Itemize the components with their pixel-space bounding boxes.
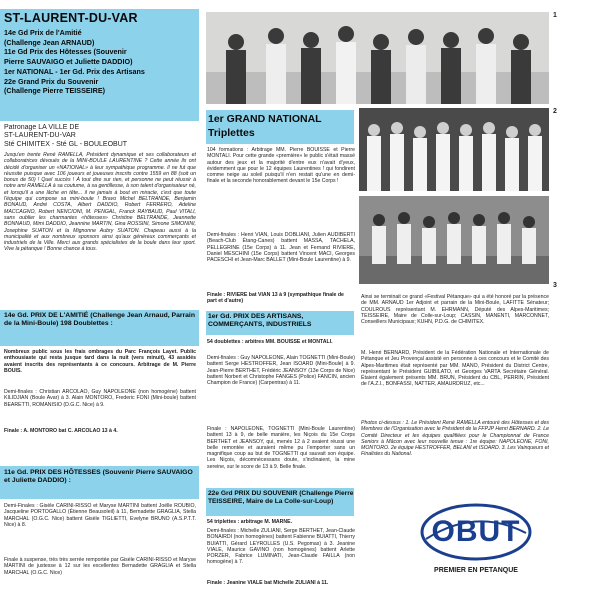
header-line: (Challenge Jean ARNAUD) xyxy=(4,37,95,47)
photo-caption: Photos ci-dessus : 1. Le Président René RAMELLA entouré des Hôtesses et des Membres de l'Organisation avec le Président de la FFPJP Henri BERNARD. 2. Le Comité Directeur et les équipes qualifiées pour le Championnat de France Seniors à Mâcon avec leur nouvelle tenue : 1re équipe: NAPOLEONE, FONI, MONTORO. 2e équipe HESTROFFER, BELANI et ISOARD. 3. Les Vainqueurs et Finalistes du National. xyxy=(361,420,549,458)
national-demi: Demi-finales : Henri VIAN, Louis DOBLIANI, Julien AUDIBERTI (Beach-Club Étang-Canes) battent MASSA, TACHELA, PELLEGRINE (15e Corps) à 11. Jean et Fernand RIVIERE, Daniel MESCHINI (15e Corps) battent Vincent MACI, Georges PACESCHI et Jean-Marc BALLET (Mini-Boule Laurentine) à 9. xyxy=(207,232,355,264)
group-photo-3-image xyxy=(359,196,549,284)
header-line: 22e Grand Prix du Souvenir xyxy=(4,76,99,86)
souvenir-demi: Demi-finales : Michelle ZULIANI, Serge BERTHET, Jean-Claude BONAIRDI (non homogènes) battent Fabienne BUIATTI, Thierry BUIATTI, Gérard LEYROLLES (U.S. Pegomas) à 3. Jeanine VIALE, Maurice GAVINO (non homogènes) battent Arlette PORZER, Fabrice LUMINATI, Jean-Claude FAILLA (non homogène) à 7. xyxy=(207,528,355,566)
header-line: 1er NATIONAL - 1er Gd. Prix des Artisans xyxy=(4,66,145,76)
section-title-amitie xyxy=(0,310,199,346)
patronage-line: Patronage LA VILLE DE xyxy=(4,124,80,131)
artisans-sub: 54 doublettes : arbitres MM. BOUISSE et MONTALI. xyxy=(207,339,333,345)
national-title-1: 1er GRAND NATIONAL xyxy=(208,113,322,125)
artisans-finale: Finale : NAPOLEONE, TOGNETTI (Mini-Boule Laurentine) battent 13 à 9, de belle manière, les Niçois du 15e Corps BERTHET et JEANSOY, qui, menés 12 à 2 avaient réussi une belle remontée et auraient même pu l'emporter sans un magnifique coup au but de TOGNETTI qui sauvait son équipe. Les Niçois, décomnécessans doute, s'inclinaient, la mine sereine, sur le score de 13 à 9. Belle finale. xyxy=(207,426,355,470)
section-title-hotesses xyxy=(0,466,199,499)
patronage-line: ST-LAURENT-DU-VAR xyxy=(4,132,76,140)
section-title-text: 14e Gd. PRIX DE L'AMITIÉ (Challenge Jean Arnaud, Parrain de la Mini-Boule) 198 Doublettes : xyxy=(4,312,195,328)
section-title-national xyxy=(206,110,354,144)
obut-brand: OBUT xyxy=(431,515,521,548)
photo-number: 3 xyxy=(553,282,557,289)
photo-2 xyxy=(359,108,549,191)
photo-1 xyxy=(206,12,549,104)
group-photo-1-image xyxy=(206,12,549,104)
souvenir-title-text: 22e Grd PRIX DU SOUVENIR (Challenge Pierre TEISSEIRE, Maire de La Colle-sur-Loup) xyxy=(208,490,354,505)
hotesses-finale: Finale à suspense, très très serrée remportée par Gisèle CARINI-RISSO et Maryse MARTINI de justesse à 12 sur les excellentes Bernadette GRAGLIA et Stella MARCHAL (O.G.C. Nice) xyxy=(4,557,196,576)
header-line: 14e Gd Prix de l'Amitié xyxy=(4,28,82,37)
national-finale: Finale : RIVIERE bat VIAN 13 à 9 (sympathique finale de part et d'autre) xyxy=(207,292,344,305)
national-title-2: Triplettes xyxy=(208,127,255,139)
souvenir-sub: 54 triplettes : arbitrage M. MARNE. xyxy=(207,519,293,525)
section-title-text: 11e Gd. PRIX DES HÔTESSES (Souvenir Pierre SAUVAIGO et Juliette DADDIO) : xyxy=(4,469,193,485)
header-box xyxy=(0,9,199,121)
amitie-finale: Finale : A. MONTORO bat C. ARCOLAO 13 à 4. xyxy=(4,428,118,434)
artisans-title-text: 1er Gd. PRIX DES ARTISANS, COMMERÇANTS, INDUSTRIELS xyxy=(208,313,312,329)
right-paragraph-2: M. Henri BERNARD, Président de la Fédération Nationale et Internationale de Pétanque et Jeu Provençal assisté en personne à ces concours et le Comité des Alpes-Maritimes était représenté par MM. MANO, Président du District Centre, représentant le Président GUIBILATO, et Georges VARTA Secrétaire Général. Étaient également présents MM. BRUN, Président du CBL, PERRIN, Président de l'A.Z.I., BONFASSI, NATTER, AMAURDRUZ, etc... xyxy=(361,350,549,388)
section-title-souvenir xyxy=(206,488,354,516)
photo-3 xyxy=(359,196,549,284)
national-body: 104 formations : Arbitrage MM. Pierre BOUISSE et Pierre MONTALI. Pour cette grande «première» le public s'était massé autour des jeux et la majorité d'entre eux n'avait d'yeux, évidemment que pour le 12 équipes Laurentines ! qui fondirent comme neige au soleil puisqu'il n'en restait qu'une en demi-finale et la seconde honorablement devant le 15e Corps ! xyxy=(207,147,355,185)
intro-text: Jusqu'en trente René RAMELLA, Président dynamique et ses collaborateurs et collaboratrices dévoués de la MINI-BOULE LAURENTINE ? Cette année ils ont décidé d'organiser un «NATIONAL» à leur sympathique programme. Il ne fut que réussite puisque avec 106 joueurs et joueuses inscrits contre 1559 en 88 (soit un bonus de 50) ! Quel succès ! À tout dire sur rien, et personne ne peut réussir à notre ami RAMELLA à sa coutume, à sa gentillesse, à son talent d'organisateur né, et lorsqu'il a une lâche en tête... il ne jamais à bout en miracle, c'est que toute l'équipe qui compose sa mini-boule ! Bravo Michel BELTRANDE, Benjamin BONAUD, André COSTA, Albert DADDIO, Robert FERRERO, Adeline MACCAGNO, Robert NENCIONI, M. PENGAL, Franck RAYBAUD, Paul VITALI, sans oublier les charmantes «hôtesses» Christine BELTRANDE, Jeannette BONNAUD, Mimi DADDIO, Jeannine MARTIN, Gina ROSSINI, Simone SIMONINI, Josephine SUATON et la Mignonne Aubry SUATON. Chapeau aussi à la municipalité et aux nombreux sponsors ainsi qu'aux généreux commerçants et industriels de la Ville. Merci aux grands spécialistes de la boule dans leur sport. Vive la pétanque ! Bonne chance à tous. xyxy=(4,152,196,253)
header-line: 11e Gd Prix des Hôtesses (Souvenir xyxy=(4,47,127,57)
souvenir-finale: Finale : Jeanine VIALE bat Michelle ZULIANI à 11. xyxy=(207,580,329,586)
hotesses-demi: Demi-Finales : Gisèle CARINI-RISSO et Maryse MARTINI battent Joëlle ROUBIO, Jacqueline PORTOGALLO (Étienne Beausoleil) à 11, Bernadette GRAGLIA, Stella MARCHAL (O.G.C. Nice) battent Gisèle TIGLIETTI, Evelyne BRUNO (A.S.P.T.T. Nice) à 8. xyxy=(4,503,196,528)
header-title: ST-LAURENT-DU-VAR xyxy=(4,11,138,25)
photo-number: 2 xyxy=(553,108,557,115)
group-photo-2-image xyxy=(359,108,549,191)
amitie-demi: Demi-finales : Christian ARCOLAO, Guy NAPOLEONE (non homogène) battent KILIDJIAN (Boule Avar) à 3. Alain MONTORO, Frederic FONI (Mini-boule) battent BEARETTI, ROMANISIO (D.G.C. Nice) à 9. xyxy=(4,389,196,408)
section-title-artisans xyxy=(206,311,354,335)
patronage xyxy=(4,124,197,149)
patronage-line: Sté CHIMITEX - Sté GL - BOULEOBUT xyxy=(4,140,128,148)
obut-tagline: PREMIER EN PETANQUE xyxy=(434,567,518,574)
header-line: Pierre SAUVAIGO et Juliette DADDIO) xyxy=(4,57,133,67)
header-line: (Challenge Pierre TEISSEIRE) xyxy=(4,86,106,96)
artisans-demi: Demi-finales : Guy NAPOLEONE, Alain TOGNETTI (Mini-Boule) battent Serge HESTROFFER, Jean ISOARD (Mini-Boule) à 9. Jean-Pierre BERTHET, Frédéric JEANSOY (13e Corps de Nice) battent Norbert et Christophe FANGES (Police) FANCIN, ancien Champion de France) (Carpentras) à 11. xyxy=(207,355,355,387)
right-paragraph-1: Ainsi se terminait ce grand «Festival Pétanque» qui a été honoré par la présence de MM. ARNAUD 1er Adjoint et parrain de la Mini-Boule, LAFITTE Sénateur; COULROUS représentant M. EHRMANN, Député des Alpes-Maritimes; TEISSEIRE, Maire de Colle-sur-Loup; CASSIN, MANENTI, MARCONNET, Conseillers Municipaux; KUHN, P.D.G. de CHIMITEX. xyxy=(361,294,549,326)
photo-number: 1 xyxy=(553,12,557,19)
amitie-body: Nombreux public sous les frais ombrages du Parc François Layet. Public enthousiaste qui resta jusque tard dans la nuit (vers minuit), 43 assidés avaient inscrits des représentants à ce concours. Arbitrage de M. Pierre BOUIS. xyxy=(4,349,196,374)
obut-logo xyxy=(420,503,532,583)
